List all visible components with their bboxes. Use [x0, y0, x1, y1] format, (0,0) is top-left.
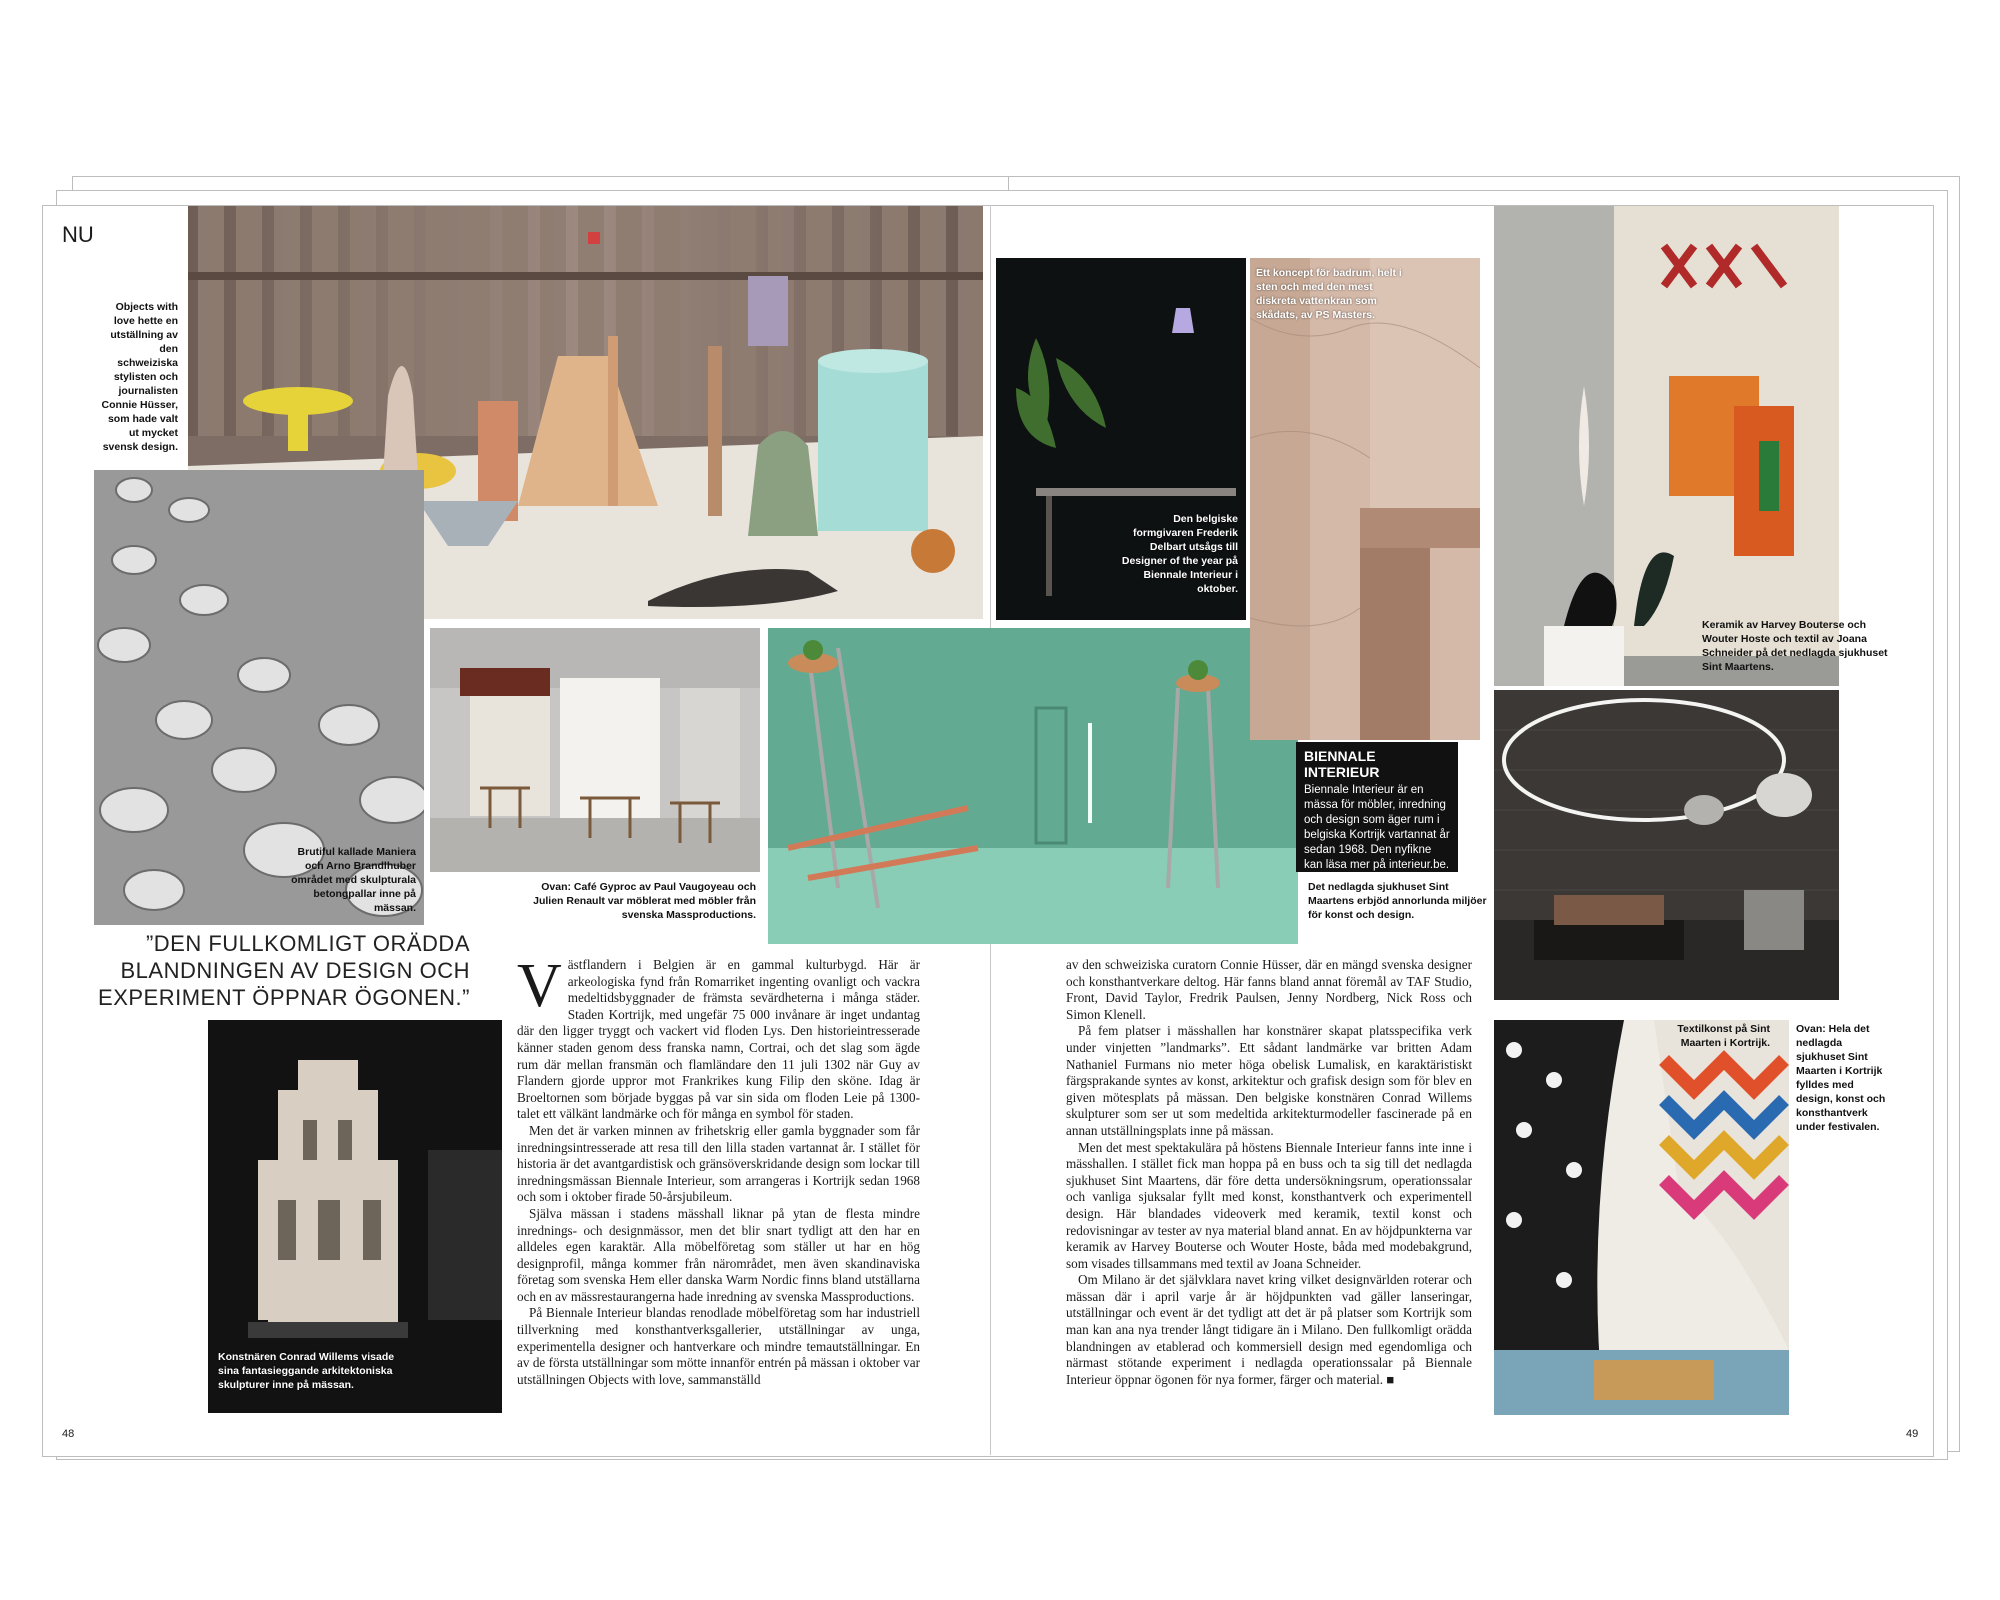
caption-conrad-willems: Konstnären Conrad Willems visade sina fantasieggande arkitektoniska skulpturer inne på mässan.	[218, 1351, 395, 1391]
page-number-right: 49	[1906, 1428, 1919, 1440]
body-paragraph: Men det är varken minnen av frihetskrig eller gamla byggnader som får inredningsintresserade att resa till den lilla staden vartannat år. I stället för historia är det avantgardistisk och gränsöverskridande design som lockar till inredningsmässan Biennale Interieur, som arrangeras i Kortrijk sedan 1968 och som i oktober firade 50-årsjubileum.	[517, 1122, 920, 1205]
factbox-biennale	[1296, 742, 1458, 872]
section-label: NU	[62, 222, 94, 247]
body-column-2	[1066, 957, 1472, 1417]
factbox-title: BIENNALE INTERIEUR	[1304, 748, 1380, 780]
body-paragraph: På fem platser i mässhallen har konstnärer skapat platsspecifika verk under vinjetten ”landmarks”. Ett sådant landmärke var britten Adam Nathaniel Furmans nio meter höga obelisk Lumalisk, en karaktäristiskt färgsprakande syntes av konst, arkitektur och grafisk design som för blev en given mötesplats på mässan. Den belgiske konstnären Conrad Willems skulpturer som ser ut som medeltida arkitekturmodeller fascinerade på en annan utställningsplats inne på mässan.	[1066, 1023, 1472, 1138]
drop-cap: V	[517, 957, 562, 1020]
caption-bathroom: Ett koncept för badrum, helt i sten och med den mest diskreta vattenkran som skådats, av PS Masters.	[1256, 267, 1402, 321]
photo-ceramics-textile	[1494, 206, 1839, 686]
caption-cafe-gyproc: Ovan: Café Gyproc av Paul Vaugoyeau och Julien Renault var möblerat med möbler från svenska Massproductions.	[533, 881, 756, 921]
photo-green-room	[768, 628, 1298, 944]
caption-hospital-2: Ovan: Hela det nedlagda sjukhuset Sint Maarten i Kortrijk fylldes med design, konst och konsthantverk under festivalen.	[1796, 1023, 1886, 1133]
factbox-text: Biennale Interieur är en mässa för möbler, inredning och design som äger rum i belgiska Kortrijk vartannat år sedan 1968. Den nyfikne kan läsa mer på interieur.be.	[1304, 784, 1450, 871]
body-paragraph: av den schweiziska curatorn Connie Hüsser, där en mängd svenska designer och konsthantverkare deltog. Här fanns bland annat föremål av TAF Studio, Front, David Taylor, Fredrik Paulsen, Jenny Nordberg, Nick Ross och Simon Klenell.	[1066, 957, 1472, 1022]
caption-delbart: Den belgiske formgivaren Frederik Delbart utsågs till Designer of the year på Biennale Interieur i oktober.	[1121, 513, 1238, 595]
photo-marble-bathroom	[1250, 258, 1480, 740]
body-paragraph: Västflandern i Belgien är en gammal kulturbygd. Här är arkeologiska fynd från Romarriket ingenting ovanligt och vackra medeltidsbyggnader de främsta sevärdheterna i många städer. Staden Kortrijk, med ungefär 75 000 invånare är inget undantag där den ligger tryggt och vackert vid floden Lys. Den historieintresserade känner staden genom dess franska namn, Cortrai, och det slag som ägde rum där mellan fransmän och flamländare den 11 juli 1302 när Guy av Flandern gjorde uppror mot Frankrikes kung Filip den sköne. Idag är Broeltornen som började byggas på var sin sida om floden Leie på 1300-talet ett välkänt landmärke och för många en symbol för staden.	[517, 957, 920, 1122]
body-column-1	[517, 957, 920, 1417]
caption-brutiful: Brutiful kallade Maniera och Arno Brandlhuber området med skulpturala betongpallar inne på mässan.	[291, 846, 416, 914]
body-paragraph: Själva mässan i stadens mässhall liknar på ytan de flesta mindre inrednings- och designmässor, men det blir snart tydligt att den har en alldeles egen karaktär. Alla möbelföretag som ställer ut har en hög designprofil, många kommer från närområdet, men även skandinaviska företag som svenska Hem eller danska Warm Nordic finns bland utställarna och en av mässrestaurangerna hade inredning av svenska Massproductions.	[517, 1205, 920, 1304]
body-paragraph: På Biennale Interieur blandas renodlade möbelföretag som har industriell tillverkning med konsthantverksgallerier, utställningar av unga, experimentella designer och hantverkare och mindre temautställningar. En av de första utställningar som mötte innanför entrén på mässan i oktober var utställningen Objects with love, sammanställd	[517, 1305, 920, 1387]
photo-textile-art	[1494, 1020, 1789, 1415]
caption-textile: Textilkonst på Sint Maarten i Kortrijk.	[1677, 1023, 1770, 1049]
photo-hospital-room	[1494, 690, 1839, 1000]
pull-quote: ”DEN FULLKOMLIGT ORÄDDA BLANDNINGEN AV DESIGN OCH EXPERIMENT ÖPPNAR ÖGONEN.”	[98, 931, 470, 1010]
photo-cafe-gyproc	[430, 628, 760, 872]
caption-objects-with-love: Objects with love hette en utställning av den schweiziska stylisten och journalisten Connie Hüsser, som hade valt ut mycket svensk design.	[101, 301, 178, 453]
body-paragraph: Men det mest spektakulära på höstens Biennale Interieur fanns inte inne i mässhallen. I stället fick man hoppa på en buss och ta sig till det nedlagda sjukhuset Sint Maartens, där före detta undersökningsrum, operationssalar och vanliga sjuksalar fyllt med konst, konsthantverk och experimentell design. Här blandades videoverk med keramik, textil konst och redovisningar av tester av nya material bland annat. En av höjdpunkterna var keramik av Harvey Bouterse och Wouter Hoste, båda med modebakgrund, som visades tillsammans med textil av Joana Schneider.	[1066, 1139, 1472, 1271]
caption-hospital: Det nedlagda sjukhuset Sint Maartens erbjöd annorlunda miljöer för konst och design.	[1308, 881, 1487, 921]
body-paragraph: Om Milano är det självklara navet kring vilket designvärlden roterar och mässan där i april varje år är höjdpunkten vad gäller lanseringar, utställningar och event är det tydligt att det är på platser som Kortrijk som man kan ana nya trender långt tidigare än i Milano. Den fullkomligt orädda blandningen av etablerad och kommersiell design med egendomliga och närmast stötande experiment i nedlagda operationssalar på Biennale Interieur öppnar ögonen för nya former, färger och material. ■	[1066, 1272, 1472, 1387]
caption-ceramics: Keramik av Harvey Bouterse och Wouter Hoste och textil av Joana Schneider på det nedlagda sjukhuset Sint Maartens.	[1702, 619, 1888, 673]
page-number-left: 48	[62, 1428, 75, 1440]
